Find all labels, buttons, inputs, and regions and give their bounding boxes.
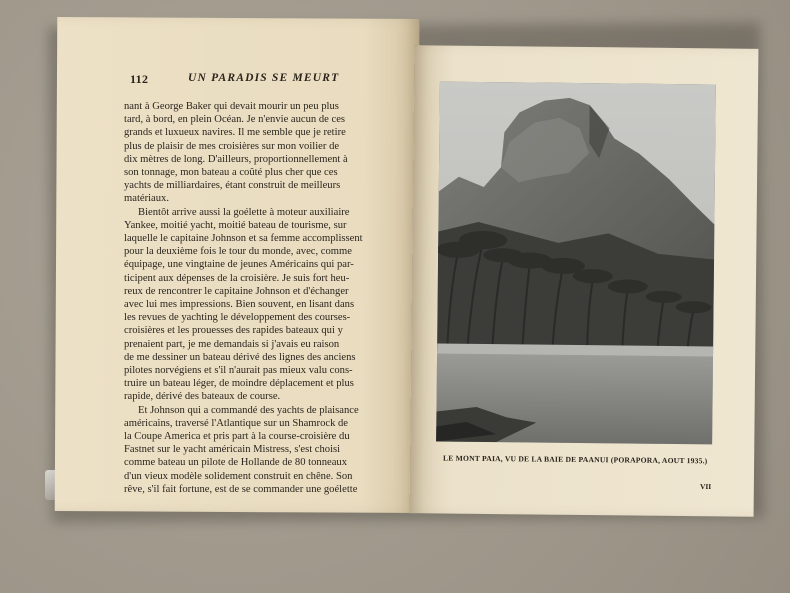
mountain-photograph — [436, 82, 716, 445]
text-line: yachts de milliardaires, étant construit de meilleurs — [124, 180, 341, 192]
text-line: d'un vieux modèle solidement construit en chêne. Son — [124, 470, 353, 482]
text-line: américains, traversé l'Atlantique sur un Shamrock de — [124, 417, 349, 429]
text-line: Et Johnson qui a commandé des yachts de plaisance — [138, 404, 359, 416]
running-title: UN PARADIS SE MEURT — [188, 72, 340, 84]
text-line: nant à George Baker qui devait mourir un peu plus — [124, 101, 339, 112]
text-line: son tonnage, mon bateau a coûté plus cher que ces — [124, 167, 338, 179]
text-line: dix mètres de long. D'ailleurs, proportionnellement à — [124, 153, 348, 165]
text-line: pour la deuxième fois le tour du monde, avec, comme — [124, 246, 352, 258]
plate-number: VII — [699, 481, 712, 492]
photo-caption: LE MONT PAIA, VU DE LA BAIE DE PAANUI (PORAPORA, AOUT 1935.) — [442, 453, 708, 466]
text-line: pilotes norvégiens et s'il n'aurait pas mieux valu cons- — [124, 365, 353, 377]
text-line: prenaient part, je me demandais si j'avais eu raison — [124, 338, 340, 350]
text-line: Bientôt arrive aussi la goélette à moteur auxiliaire — [138, 206, 350, 218]
text-line: croisières et les prouesses des rapides bateaux qui y — [124, 325, 343, 337]
text-line: Yankee, moitié yacht, moitié bateau de tourisme, sur — [124, 219, 347, 231]
text-line: ticipent aux dépenses de la croisière. Je suis fort heu- — [124, 272, 350, 284]
text-line: équipage, une vingtaine de jeunes Américains qui par- — [124, 259, 354, 271]
text-line: grands et luxueux navires. Il me semble que je retire — [124, 127, 346, 139]
text-line: la Coupe America et pris part à la course-croisière du — [124, 431, 350, 443]
text-line: rêve, s'il fait fortune, est de se commander une goélette — [124, 483, 358, 495]
text-line: les revues de yachting le développement des courses- — [124, 312, 351, 324]
text-line: truire un bateau léger, de moindre déplacement et plus — [124, 378, 354, 390]
text-line: reux de rencontrer le capitaine Johnson et d'échanger — [124, 285, 349, 297]
body-text — [124, 100, 386, 496]
text-line: laquelle le capitaine Johnson et sa femme accomplissent — [124, 233, 363, 245]
mountain-bay-image — [436, 82, 716, 445]
text-line: tard, à bord, en plein Océan. Je n'envie aucun de ces — [124, 114, 346, 126]
text-line: comme bateau un pilote de Hollande de 80 tonneaux — [124, 457, 347, 469]
text-line: plus de plaisir de mes croisières sur mon voilier de — [124, 140, 340, 152]
text-line: avec lui mes impressions. Bien souvent, en lisant dans — [124, 299, 355, 311]
text-line: rapide, dérivé des bateaux de course. — [124, 391, 281, 403]
text-line: de me dessiner un bateau dérivé des lignes des anciens — [124, 351, 356, 363]
text-line: Fastnet sur le yacht américain Mistress, s'est choisi — [124, 444, 341, 456]
text-line: matériaux. — [124, 193, 170, 205]
page-number: 112 — [130, 72, 149, 86]
